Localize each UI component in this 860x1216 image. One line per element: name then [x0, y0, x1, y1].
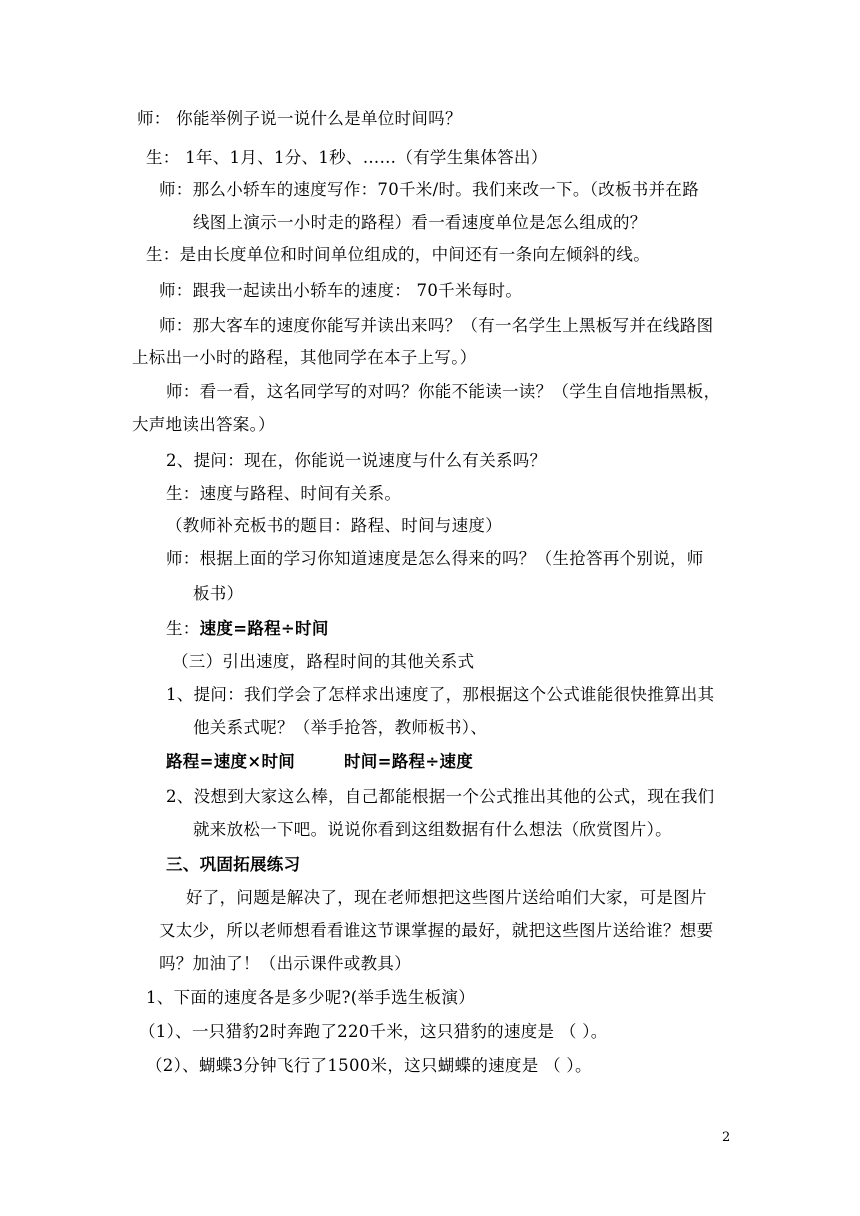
distance-formula: 路程=速度×时间: [166, 752, 296, 771]
section-heading: 三、巩固拓展练习: [166, 855, 301, 874]
paragraph-line: 生： 1年、1月、1分、1秒、……（有学生集体答出）: [146, 148, 548, 167]
paragraph-line: 生：是由长度单位和时间单位组成的，中间还有一条向左倾斜的线。: [146, 245, 650, 264]
paragraph-line: 又太少，所以老师想看看谁这节课掌握的最好，就把这些图片送给谁？想要: [159, 921, 714, 940]
exercise-item: （1）、一只猎豹2时奔跑了220千米，这只猎豹的速度是 （ ）。: [139, 1022, 608, 1041]
paragraph-line: 板书）: [193, 584, 244, 603]
paragraph-line: 师：看一看，这名同学写的对吗？你能不能读一读？（学生自信地指黑板，: [166, 382, 721, 401]
exercise-heading: 1、下面的速度各是多少呢?(举手选生板演）: [146, 988, 476, 1007]
section-heading: （三）引出速度，路程时间的其他关系式: [172, 652, 475, 671]
paragraph-line: 2、提问：现在，你能说一说速度与什么有关系吗？: [166, 451, 547, 470]
paragraph-line: 师： 你能举例子说一说什么是单位时间吗？: [137, 109, 462, 128]
paragraph-line: 吗？加油了！（出示课件或教具）: [159, 954, 411, 973]
paragraph-line: 线图上演示一小时走的路程）看一看速度单位是怎么组成的？: [193, 213, 647, 232]
answer-line: [166, 618, 329, 640]
paragraph-line: 2、没想到大家这么棒，自己都能根据一个公式推出其他的公式，现在我们: [166, 787, 715, 806]
page-number: 2: [722, 1130, 731, 1145]
paragraph-line: 师：根据上面的学习你知道速度是怎么得来的吗？（生抢答再个别说，师: [166, 549, 704, 568]
exercise-item: （2）、蝴蝶3分钟飞行了1500米，这只蝴蝶的速度是 （ ）。: [146, 1056, 592, 1075]
paragraph-line: 就来放松一下吧。说说你看到这组数据有什么想法（欣赏图片）。: [193, 820, 672, 839]
paragraph-line: （教师补充板书的题目：路程、时间与速度）: [166, 516, 502, 535]
speed-formula: 速度=路程÷时间: [199, 619, 329, 638]
speaker-label: 生：: [166, 619, 200, 638]
paragraph-line: 师：跟我一起读出小轿车的速度： 70千米每时。: [159, 281, 523, 300]
paragraph-line: 师：那大客车的速度你能写并读出来吗？（有一名学生上黑板写并在线路图: [159, 316, 714, 335]
paragraph-line: 好了，问题是解决了，现在老师想把这些图片送给咱们大家，可是图片: [186, 888, 707, 907]
paragraph-line: 上标出一小时的路程，其他同学在本子上写。）: [132, 348, 477, 367]
paragraph-line: 大声地读出答案。）: [132, 415, 275, 434]
paragraph-line: 他关系式呢？（举手抢答，教师板书）、: [193, 718, 488, 737]
time-formula: 时间=路程÷速度: [344, 752, 474, 771]
paragraph-line: 生：速度与路程、时间有关系。: [166, 484, 402, 503]
paragraph-line: 1、提问：我们学会了怎样求出速度了，那根据这个公式谁能很快推算出其: [166, 685, 715, 704]
paragraph-line: 师：那么小轿车的速度写作：70千米/时。我们来改一下。（改板书并在路: [159, 180, 700, 199]
